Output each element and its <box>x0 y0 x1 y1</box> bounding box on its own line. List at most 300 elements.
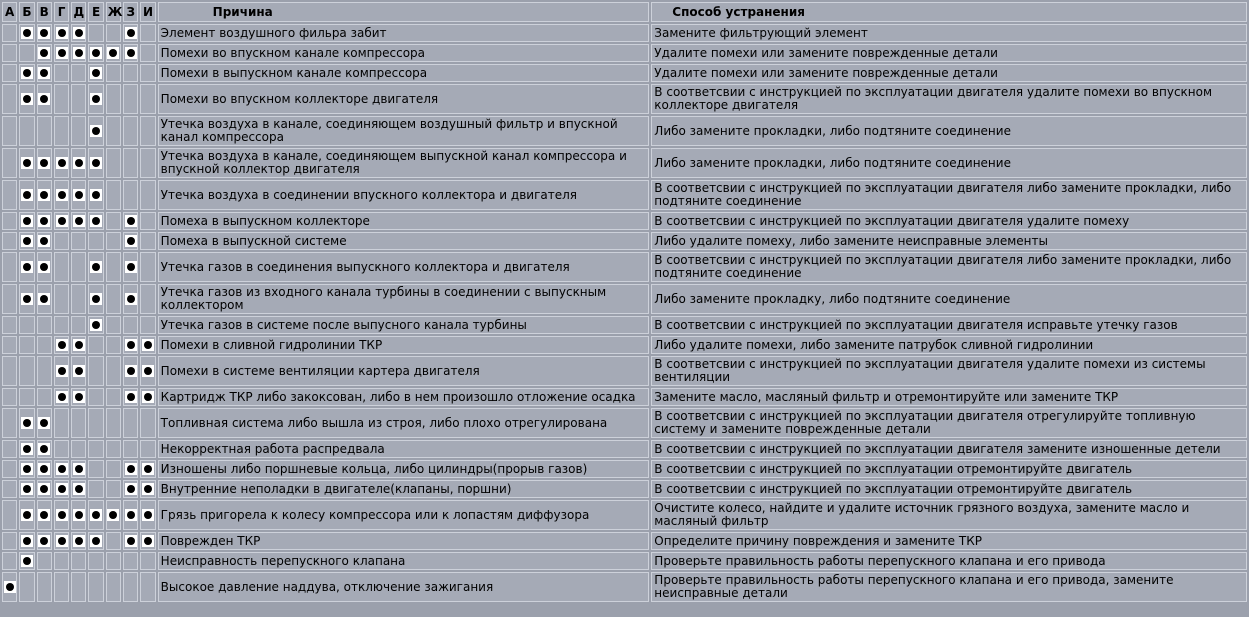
header-letter: Ж <box>106 2 121 22</box>
mark-cell <box>88 116 103 146</box>
mark-cell <box>106 64 121 82</box>
mark-cell <box>123 116 138 146</box>
mark-cell <box>123 316 138 334</box>
mark-cell <box>88 232 103 250</box>
mark-cell <box>123 500 138 530</box>
mark-cell <box>71 252 86 282</box>
bullet-icon <box>38 509 50 521</box>
mark-cell <box>71 64 86 82</box>
table-row <box>2 44 1247 62</box>
mark-cell <box>37 252 52 282</box>
bullet-icon <box>125 293 137 305</box>
mark-cell <box>2 440 17 458</box>
mark-cell <box>123 64 138 82</box>
mark-cell <box>140 232 155 250</box>
table-row <box>2 232 1247 250</box>
mark-cell <box>123 388 138 406</box>
mark-cell <box>123 408 138 438</box>
mark-cell <box>2 552 17 570</box>
mark-cell <box>54 356 69 386</box>
mark-cell <box>37 316 52 334</box>
mark-cell <box>106 532 121 550</box>
mark-cell <box>71 116 86 146</box>
table-row <box>2 500 1247 530</box>
mark-cell <box>2 532 17 550</box>
mark-cell <box>140 64 155 82</box>
bullet-icon <box>21 509 33 521</box>
bullet-icon <box>21 189 33 201</box>
bullet-icon <box>125 215 137 227</box>
table-row <box>2 388 1247 406</box>
mark-cell <box>123 212 138 230</box>
fix-cell: В соответсвии с инструкцией по эксплуатации двигателя удалите помехи во впускном коллекторе двигателя <box>651 84 1247 114</box>
mark-cell <box>106 180 121 210</box>
bullet-icon <box>73 483 85 495</box>
bullet-icon <box>90 261 102 273</box>
mark-cell <box>71 552 86 570</box>
mark-cell <box>123 480 138 498</box>
mark-cell <box>54 148 69 178</box>
fix-cell: В соответсвии с инструкцией по эксплуатации двигателя удалите помехи из системы вентиляции <box>651 356 1247 386</box>
mark-cell <box>71 84 86 114</box>
mark-cell <box>2 116 17 146</box>
mark-cell <box>71 500 86 530</box>
table-row <box>2 212 1247 230</box>
mark-cell <box>54 552 69 570</box>
table-row <box>2 460 1247 478</box>
mark-cell <box>88 84 103 114</box>
bullet-icon <box>125 463 137 475</box>
mark-cell <box>106 84 121 114</box>
mark-cell <box>88 148 103 178</box>
table-row <box>2 116 1247 146</box>
mark-cell <box>88 212 103 230</box>
mark-cell <box>2 572 17 602</box>
header-letter: А <box>2 2 17 22</box>
mark-cell <box>140 572 155 602</box>
fix-cell: Либо удалите помехи, либо замените патрубок сливной гидролинии <box>651 336 1247 354</box>
mark-cell <box>19 460 34 478</box>
mark-cell <box>19 552 34 570</box>
mark-cell <box>123 24 138 42</box>
mark-cell <box>140 212 155 230</box>
mark-cell <box>37 44 52 62</box>
table-row <box>2 336 1247 354</box>
bullet-icon <box>21 293 33 305</box>
mark-cell <box>88 44 103 62</box>
mark-cell <box>71 316 86 334</box>
bullet-icon <box>90 47 102 59</box>
bullet-icon <box>56 509 68 521</box>
mark-cell <box>37 180 52 210</box>
mark-cell <box>140 388 155 406</box>
bullet-icon <box>90 189 102 201</box>
table-row <box>2 440 1247 458</box>
cause-cell: Внутренние неполадки в двигателе(клапаны, поршни) <box>158 480 650 498</box>
mark-cell <box>37 148 52 178</box>
mark-cell <box>123 460 138 478</box>
mark-cell <box>19 252 34 282</box>
bullet-icon <box>73 339 85 351</box>
mark-cell <box>71 336 86 354</box>
bullet-icon <box>56 27 68 39</box>
mark-cell <box>71 148 86 178</box>
mark-cell <box>19 388 34 406</box>
bullet-icon <box>73 157 85 169</box>
mark-cell <box>71 480 86 498</box>
mark-cell <box>140 408 155 438</box>
bullet-icon <box>90 319 102 331</box>
mark-cell <box>19 148 34 178</box>
mark-cell <box>37 116 52 146</box>
mark-cell <box>106 116 121 146</box>
mark-cell <box>54 480 69 498</box>
mark-cell <box>19 212 34 230</box>
bullet-icon <box>56 189 68 201</box>
mark-cell <box>88 64 103 82</box>
mark-cell <box>106 440 121 458</box>
bullet-icon <box>21 215 33 227</box>
bullet-icon <box>56 483 68 495</box>
cause-cell: Утечка газов из входного канала турбины в соединении с выпускным коллектором <box>158 284 650 314</box>
mark-cell <box>19 232 34 250</box>
mark-cell <box>54 252 69 282</box>
bullet-icon <box>21 93 33 105</box>
mark-cell <box>54 44 69 62</box>
cause-cell: Элемент воздушного фильра забит <box>158 24 650 42</box>
mark-cell <box>37 64 52 82</box>
mark-cell <box>37 212 52 230</box>
fix-cell: В соответсвии с инструкцией по эксплуатации двигателя исправьте утечку газов <box>651 316 1247 334</box>
bullet-icon <box>125 47 137 59</box>
table-row <box>2 572 1247 602</box>
mark-cell <box>106 552 121 570</box>
mark-cell <box>140 84 155 114</box>
bullet-icon <box>107 509 119 521</box>
mark-cell <box>123 532 138 550</box>
fix-cell: Удалите помехи или замените поврежденные детали <box>651 44 1247 62</box>
header-letter: И <box>140 2 155 22</box>
bullet-icon <box>56 463 68 475</box>
cause-cell: Помеха в выпускной системе <box>158 232 650 250</box>
mark-cell <box>123 336 138 354</box>
mark-cell <box>37 24 52 42</box>
mark-cell <box>54 180 69 210</box>
fix-cell: Либо замените прокладку, либо подтяните соединение <box>651 284 1247 314</box>
bullet-icon <box>90 67 102 79</box>
bullet-icon <box>90 535 102 547</box>
mark-cell <box>123 252 138 282</box>
mark-cell <box>88 388 103 406</box>
mark-cell <box>88 552 103 570</box>
mark-cell <box>2 480 17 498</box>
mark-cell <box>2 408 17 438</box>
mark-cell <box>106 44 121 62</box>
mark-cell <box>88 440 103 458</box>
bullet-icon <box>125 339 137 351</box>
mark-cell <box>123 552 138 570</box>
cause-cell: Некорректная работа распредвала <box>158 440 650 458</box>
mark-cell <box>123 44 138 62</box>
mark-cell <box>37 388 52 406</box>
bullet-icon <box>56 339 68 351</box>
mark-cell <box>71 388 86 406</box>
mark-cell <box>2 388 17 406</box>
mark-cell <box>106 148 121 178</box>
fix-cell: В соответсвии с инструкцией по эксплуатации двигателя удалите помеху <box>651 212 1247 230</box>
mark-cell <box>71 408 86 438</box>
fix-cell: Замените масло, масляный фильтр и отремонтируйте или замените ТКР <box>651 388 1247 406</box>
header-cause: Причина <box>158 2 650 22</box>
bullet-icon <box>73 27 85 39</box>
mark-cell <box>37 440 52 458</box>
mark-cell <box>19 44 34 62</box>
bullet-icon <box>73 365 85 377</box>
mark-cell <box>2 148 17 178</box>
mark-cell <box>37 552 52 570</box>
mark-cell <box>19 408 34 438</box>
cause-cell: Неисправность перепускного клапана <box>158 552 650 570</box>
mark-cell <box>106 284 121 314</box>
bullet-icon <box>38 157 50 169</box>
bullet-icon <box>56 391 68 403</box>
mark-cell <box>106 408 121 438</box>
bullet-icon <box>56 365 68 377</box>
mark-cell <box>88 500 103 530</box>
header-letter: В <box>37 2 52 22</box>
bullet-icon <box>38 535 50 547</box>
mark-cell <box>2 24 17 42</box>
mark-cell <box>106 572 121 602</box>
mark-cell <box>2 316 17 334</box>
mark-cell <box>123 180 138 210</box>
mark-cell <box>140 116 155 146</box>
bullet-icon <box>142 535 154 547</box>
mark-cell <box>106 316 121 334</box>
mark-cell <box>2 232 17 250</box>
mark-cell <box>54 440 69 458</box>
bullet-icon <box>73 47 85 59</box>
bullet-icon <box>142 509 154 521</box>
mark-cell <box>71 44 86 62</box>
mark-cell <box>19 316 34 334</box>
mark-cell <box>54 64 69 82</box>
mark-cell <box>19 572 34 602</box>
bullet-icon <box>21 157 33 169</box>
bullet-icon <box>125 483 137 495</box>
cause-cell: Помеха в выпускном коллекторе <box>158 212 650 230</box>
fix-cell: Проверьте правильность работы перепускного клапана и его привода <box>651 552 1247 570</box>
cause-cell: Изношены либо поршневые кольца, либо цилиндры(прорыв газов) <box>158 460 650 478</box>
mark-cell <box>19 64 34 82</box>
mark-cell <box>71 232 86 250</box>
mark-cell <box>54 500 69 530</box>
mark-cell <box>140 356 155 386</box>
bullet-icon <box>21 67 33 79</box>
mark-cell <box>106 212 121 230</box>
bullet-icon <box>38 293 50 305</box>
mark-cell <box>71 212 86 230</box>
bullet-icon <box>125 391 137 403</box>
header-letter: Д <box>71 2 86 22</box>
mark-cell <box>106 388 121 406</box>
table-row <box>2 148 1247 178</box>
mark-cell <box>19 84 34 114</box>
cause-cell: Утечка воздуха в соединении впускного коллектора и двигателя <box>158 180 650 210</box>
mark-cell <box>106 252 121 282</box>
mark-cell <box>54 232 69 250</box>
bullet-icon <box>142 483 154 495</box>
bullet-icon <box>90 125 102 137</box>
fix-cell: В соответсвии с инструкцией по эксплуатации двигателя либо замените прокладки, либо подтяните соединение <box>651 180 1247 210</box>
bullet-icon <box>73 215 85 227</box>
bullet-icon <box>21 535 33 547</box>
mark-cell <box>2 180 17 210</box>
mark-cell <box>140 336 155 354</box>
cause-cell: Утечка воздуха в канале, соединяющем выпускной канал компрессора и впускной коллектор двигателя <box>158 148 650 178</box>
fix-cell: В соответсвии с инструкцией по эксплуатации двигателя отрегулируйте топливную систему и замените поврежденные детали <box>651 408 1247 438</box>
cause-cell: Помехи в системе вентиляции картера двигателя <box>158 356 650 386</box>
cause-cell: Помехи в выпускном канале компрессора <box>158 64 650 82</box>
mark-cell <box>123 572 138 602</box>
bullet-icon <box>56 535 68 547</box>
bullet-icon <box>125 261 137 273</box>
mark-cell <box>19 480 34 498</box>
fix-cell: Либо удалите помеху, либо замените неисправные элементы <box>651 232 1247 250</box>
bullet-icon <box>142 365 154 377</box>
mark-cell <box>19 440 34 458</box>
cause-cell: Утечка газов в соединения выпускного коллектора и двигателя <box>158 252 650 282</box>
mark-cell <box>54 212 69 230</box>
bullet-icon <box>38 67 50 79</box>
fix-cell: Проверьте правильность работы перепускного клапана и его привода, замените неисправные детали <box>651 572 1247 602</box>
mark-cell <box>140 316 155 334</box>
bullet-icon <box>142 463 154 475</box>
bullet-icon <box>21 443 33 455</box>
table-row <box>2 552 1247 570</box>
mark-cell <box>19 336 34 354</box>
mark-cell <box>37 232 52 250</box>
fix-cell: Либо замените прокладки, либо подтяните соединение <box>651 148 1247 178</box>
table-row <box>2 532 1247 550</box>
mark-cell <box>54 408 69 438</box>
mark-cell <box>54 388 69 406</box>
table-row <box>2 408 1247 438</box>
bullet-icon <box>125 365 137 377</box>
bullet-icon <box>73 189 85 201</box>
header-letter: Е <box>88 2 103 22</box>
mark-cell <box>88 284 103 314</box>
mark-cell <box>37 532 52 550</box>
mark-cell <box>71 440 86 458</box>
bullet-icon <box>73 535 85 547</box>
mark-cell <box>71 24 86 42</box>
mark-cell <box>19 500 34 530</box>
mark-cell <box>54 116 69 146</box>
fix-cell: В соответсвии с инструкцией по эксплуатации отремонтируйте двигатель <box>651 460 1247 478</box>
bullet-icon <box>125 535 137 547</box>
mark-cell <box>19 24 34 42</box>
bullet-icon <box>38 215 50 227</box>
bullet-icon <box>90 215 102 227</box>
bullet-icon <box>90 157 102 169</box>
bullet-icon <box>38 463 50 475</box>
mark-cell <box>54 316 69 334</box>
mark-cell <box>106 24 121 42</box>
mark-cell <box>2 64 17 82</box>
mark-cell <box>140 180 155 210</box>
mark-cell <box>19 180 34 210</box>
bullet-icon <box>90 93 102 105</box>
mark-cell <box>71 356 86 386</box>
mark-cell <box>37 572 52 602</box>
mark-cell <box>106 500 121 530</box>
bullet-icon <box>21 555 33 567</box>
mark-cell <box>88 356 103 386</box>
mark-cell <box>2 356 17 386</box>
bullet-icon <box>38 443 50 455</box>
table-row <box>2 180 1247 210</box>
mark-cell <box>140 480 155 498</box>
mark-cell <box>123 356 138 386</box>
mark-cell <box>106 356 121 386</box>
bullet-icon <box>21 463 33 475</box>
mark-cell <box>19 356 34 386</box>
cause-cell: Утечка воздуха в канале, соединяющем воздушный фильтр и впускной канал компрессора <box>158 116 650 146</box>
bullet-icon <box>125 235 137 247</box>
mark-cell <box>140 440 155 458</box>
header-letter: Г <box>54 2 69 22</box>
mark-cell <box>71 572 86 602</box>
mark-cell <box>71 532 86 550</box>
table-row <box>2 480 1247 498</box>
mark-cell <box>2 500 17 530</box>
bullet-icon <box>38 483 50 495</box>
mark-cell <box>106 480 121 498</box>
mark-cell <box>106 336 121 354</box>
bullet-icon <box>38 47 50 59</box>
fix-cell: Замените фильтрующий элемент <box>651 24 1247 42</box>
mark-cell <box>140 532 155 550</box>
cause-cell: Поврежден ТКР <box>158 532 650 550</box>
bullet-icon <box>38 417 50 429</box>
bullet-icon <box>21 261 33 273</box>
mark-cell <box>54 532 69 550</box>
fix-cell: Определите причину повреждения и замените ТКР <box>651 532 1247 550</box>
fix-cell: Либо замените прокладки, либо подтяните соединение <box>651 116 1247 146</box>
mark-cell <box>140 460 155 478</box>
table-row <box>2 284 1247 314</box>
mark-cell <box>140 44 155 62</box>
mark-cell <box>37 284 52 314</box>
mark-cell <box>106 460 121 478</box>
fix-cell: Очистите колесо, найдите и удалите источник грязного воздуха, замените масло и масляный фильтр <box>651 500 1247 530</box>
cause-cell: Помехи в сливной гидролинии ТКР <box>158 336 650 354</box>
cause-cell: Утечка газов в системе после выпусного канала турбины <box>158 316 650 334</box>
mark-cell <box>88 532 103 550</box>
mark-cell <box>71 180 86 210</box>
bullet-icon <box>38 189 50 201</box>
mark-cell <box>54 84 69 114</box>
mark-cell <box>140 500 155 530</box>
mark-cell <box>2 44 17 62</box>
mark-cell <box>106 232 121 250</box>
fix-cell: В соответсвии с инструкцией по эксплуатации двигателя либо замените прокладки, либо подтяните соединение <box>651 252 1247 282</box>
cause-cell: Высокое давление наддува, отключение зажигания <box>158 572 650 602</box>
mark-cell <box>2 252 17 282</box>
cause-cell: Помехи во впускном коллекторе двигателя <box>158 84 650 114</box>
header-fix: Способ устранения <box>651 2 1247 22</box>
